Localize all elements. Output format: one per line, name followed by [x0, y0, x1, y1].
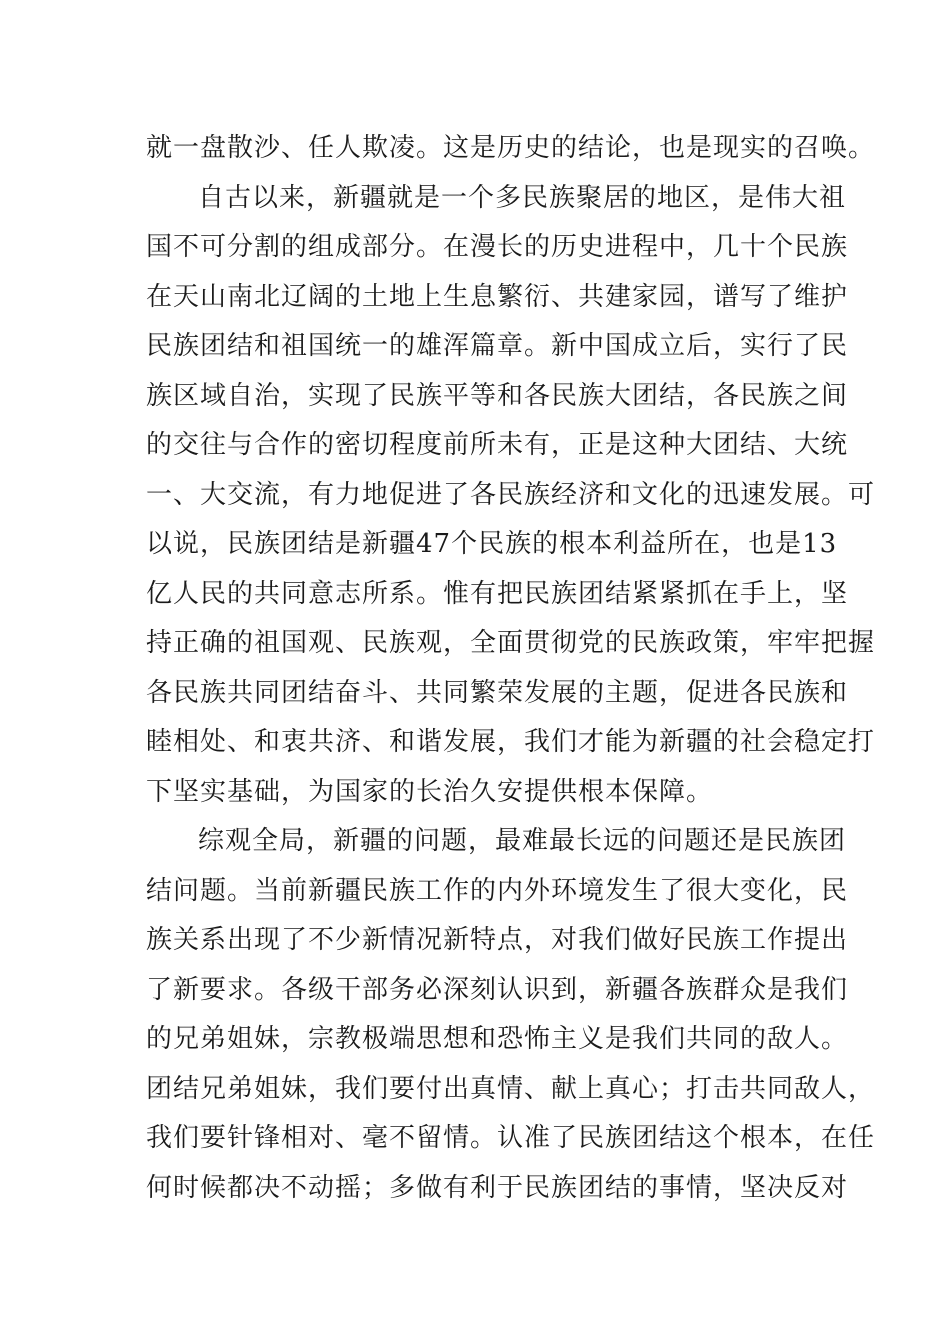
text-line: 团结兄弟姐妹，我们要付出真情、献上真心；打击共同敌人， [146, 1073, 876, 1104]
text-line: 亿人民的共同意志所系。惟有把民族团结紧紧抓在手上，坚 [146, 578, 849, 609]
text-line: 持正确的祖国观、民族观，全面贯彻党的民族政策，牢牢把握 [146, 628, 876, 658]
text-line: 的交往与合作的密切程度前所未有，正是这种大团结、大统 [146, 430, 849, 460]
text-line: 的兄弟姐妹，宗教极端思想和恐怖主义是我们共同的敌人。 [146, 1024, 849, 1054]
text-line: 结问题。当前新疆民族工作的内外环境发生了很大变化，民 [146, 875, 849, 906]
body-text [146, 124, 876, 1213]
text-line: 族关系出现了不少新情况新特点，对我们做好民族工作提出 [146, 925, 849, 955]
text-line: 民族团结和祖国统一的雄浑篇章。新中国成立后，实行了民 [146, 331, 849, 361]
text-line: 了新要求。各级干部务必深刻认识到，新疆各族群众是我们 [146, 974, 849, 1005]
text-line: 以说，民族团结是新疆47个民族的根本利益所在，也是13 [146, 529, 838, 559]
text-line: 何时候都决不动摇；多做有利于民族团结的事情，坚决反对 [146, 1172, 849, 1203]
text-line: 在天山南北辽阔的土地上生息繁衍、共建家园，谱写了维护 [146, 281, 849, 312]
text-line: 国不可分割的组成部分。在漫长的历史进程中，几十个民族 [146, 232, 849, 262]
text-line: 我们要针锋相对、毫不留情。认准了民族团结这个根本，在任 [146, 1123, 876, 1153]
text-line: 族区域自治，实现了民族平等和各民族大团结，各民族之间 [146, 380, 849, 411]
text-line: 睦相处、和衷共济、和谐发展，我们才能为新疆的社会稳定打 [146, 727, 876, 757]
paragraph-first-line: 自古以来，新疆就是一个多民族聚居的地区，是伟大祖 [198, 182, 847, 213]
paragraph-last-line: 下坚实基础，为国家的长治久安提供根本保障。 [146, 776, 714, 807]
paragraph-first-line: 综观全局，新疆的问题，最难最长远的问题还是民族团 [198, 826, 847, 856]
text-line: 就一盘散沙、任人欺凌。这是历史的结论，也是现实的召唤。 [146, 133, 876, 163]
text-line: 一、大交流，有力地促进了各民族经济和文化的迅速发展。可 [146, 479, 876, 510]
text-line: 各民族共同团结奋斗、共同繁荣发展的主题，促进各民族和 [146, 677, 849, 708]
